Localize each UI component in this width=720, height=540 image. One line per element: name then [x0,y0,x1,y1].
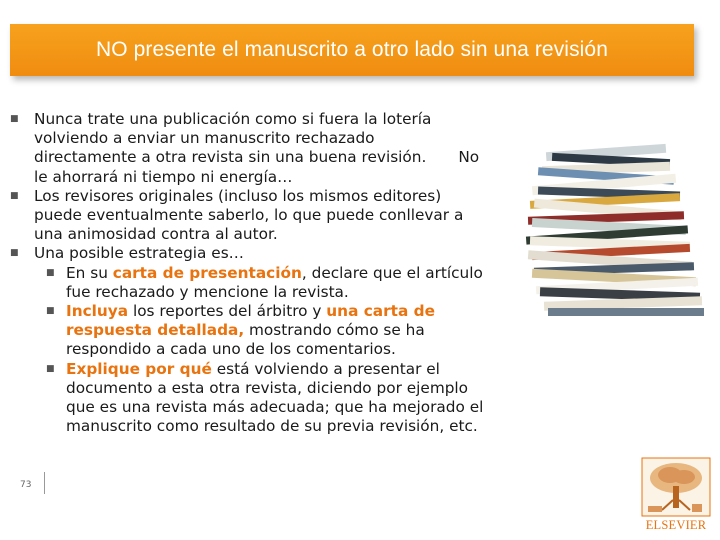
highlight-text: respuesta detallada, [66,321,245,340]
square-bullet-icon: ■ [46,267,55,278]
sub-bullet-item [10,264,518,302]
square-bullet-icon: ■ [10,248,19,259]
sub-bullet-text: respondido a cada uno de los comentarios. [66,340,396,359]
sub-bullet-text: Explique por qué está volviendo a presentar el [66,359,440,378]
tree-logo-icon [640,456,712,518]
square-bullet-icon: ■ [10,190,19,201]
sub-bullet-item [10,360,518,437]
slide-content [10,110,518,436]
highlight-text: una carta de [326,302,435,321]
page-number: 73 [20,480,32,490]
bullet-text: una animosidad contra al autor. [34,225,278,244]
sub-bullet-text: manuscrito como resultado de su previa revisión, etc. [66,417,478,436]
bullet-text: puede eventualmente saberlo, lo que puede conllevar a [34,206,464,225]
sub-bullet-item [10,302,518,360]
square-bullet-icon: ■ [10,114,19,124]
bullet-item [10,187,518,245]
bullet-text: Los revisores originales (incluso los mismos editores) [34,186,442,205]
bullet-text: le ahorrará ni tiempo ni energía… [34,167,293,186]
bullet-text: directamente a otra revista sin una buena revisión. No [34,148,480,167]
sub-bullet-text: En su carta de presentación, declare que el artículo [66,263,483,282]
bullet-text: Nunca trate una publicación como si fuera la lotería [34,110,432,128]
highlight-text: Explique por qué [66,359,212,378]
bullet-item [10,110,518,187]
book-stack-image [512,140,712,320]
slide-title: NO presente el manuscrito a otro lado sin una revisión [96,38,608,61]
sub-bullet-text: documento a esta otra revista, diciendo por ejemplo [66,378,469,397]
sub-bullet-text: Incluya los reportes del árbitro y una carta de [66,302,435,321]
title-bar [10,24,694,76]
elsevier-logo [640,456,712,538]
highlight-text: carta de presentación [112,263,302,282]
sub-bullet-text: fue rechazado y mencione la revista. [66,282,349,301]
highlight-text: Incluya [66,302,129,321]
bullet-text: volviendo a enviar un manuscrito rechazado [34,129,375,148]
bullet-item [10,244,518,263]
logo-text: ELSEVIER [645,518,707,532]
sub-bullet-text: respuesta detallada, mostrando cómo se ha [66,321,425,340]
sub-bullet-text: que es una revista más adecuada; que ha mejorado el [66,398,484,417]
bullet-text: Una posible estrategia es… [34,244,244,263]
square-bullet-icon: ■ [46,306,55,317]
square-bullet-icon: ■ [46,363,55,374]
footer-divider [44,472,45,494]
